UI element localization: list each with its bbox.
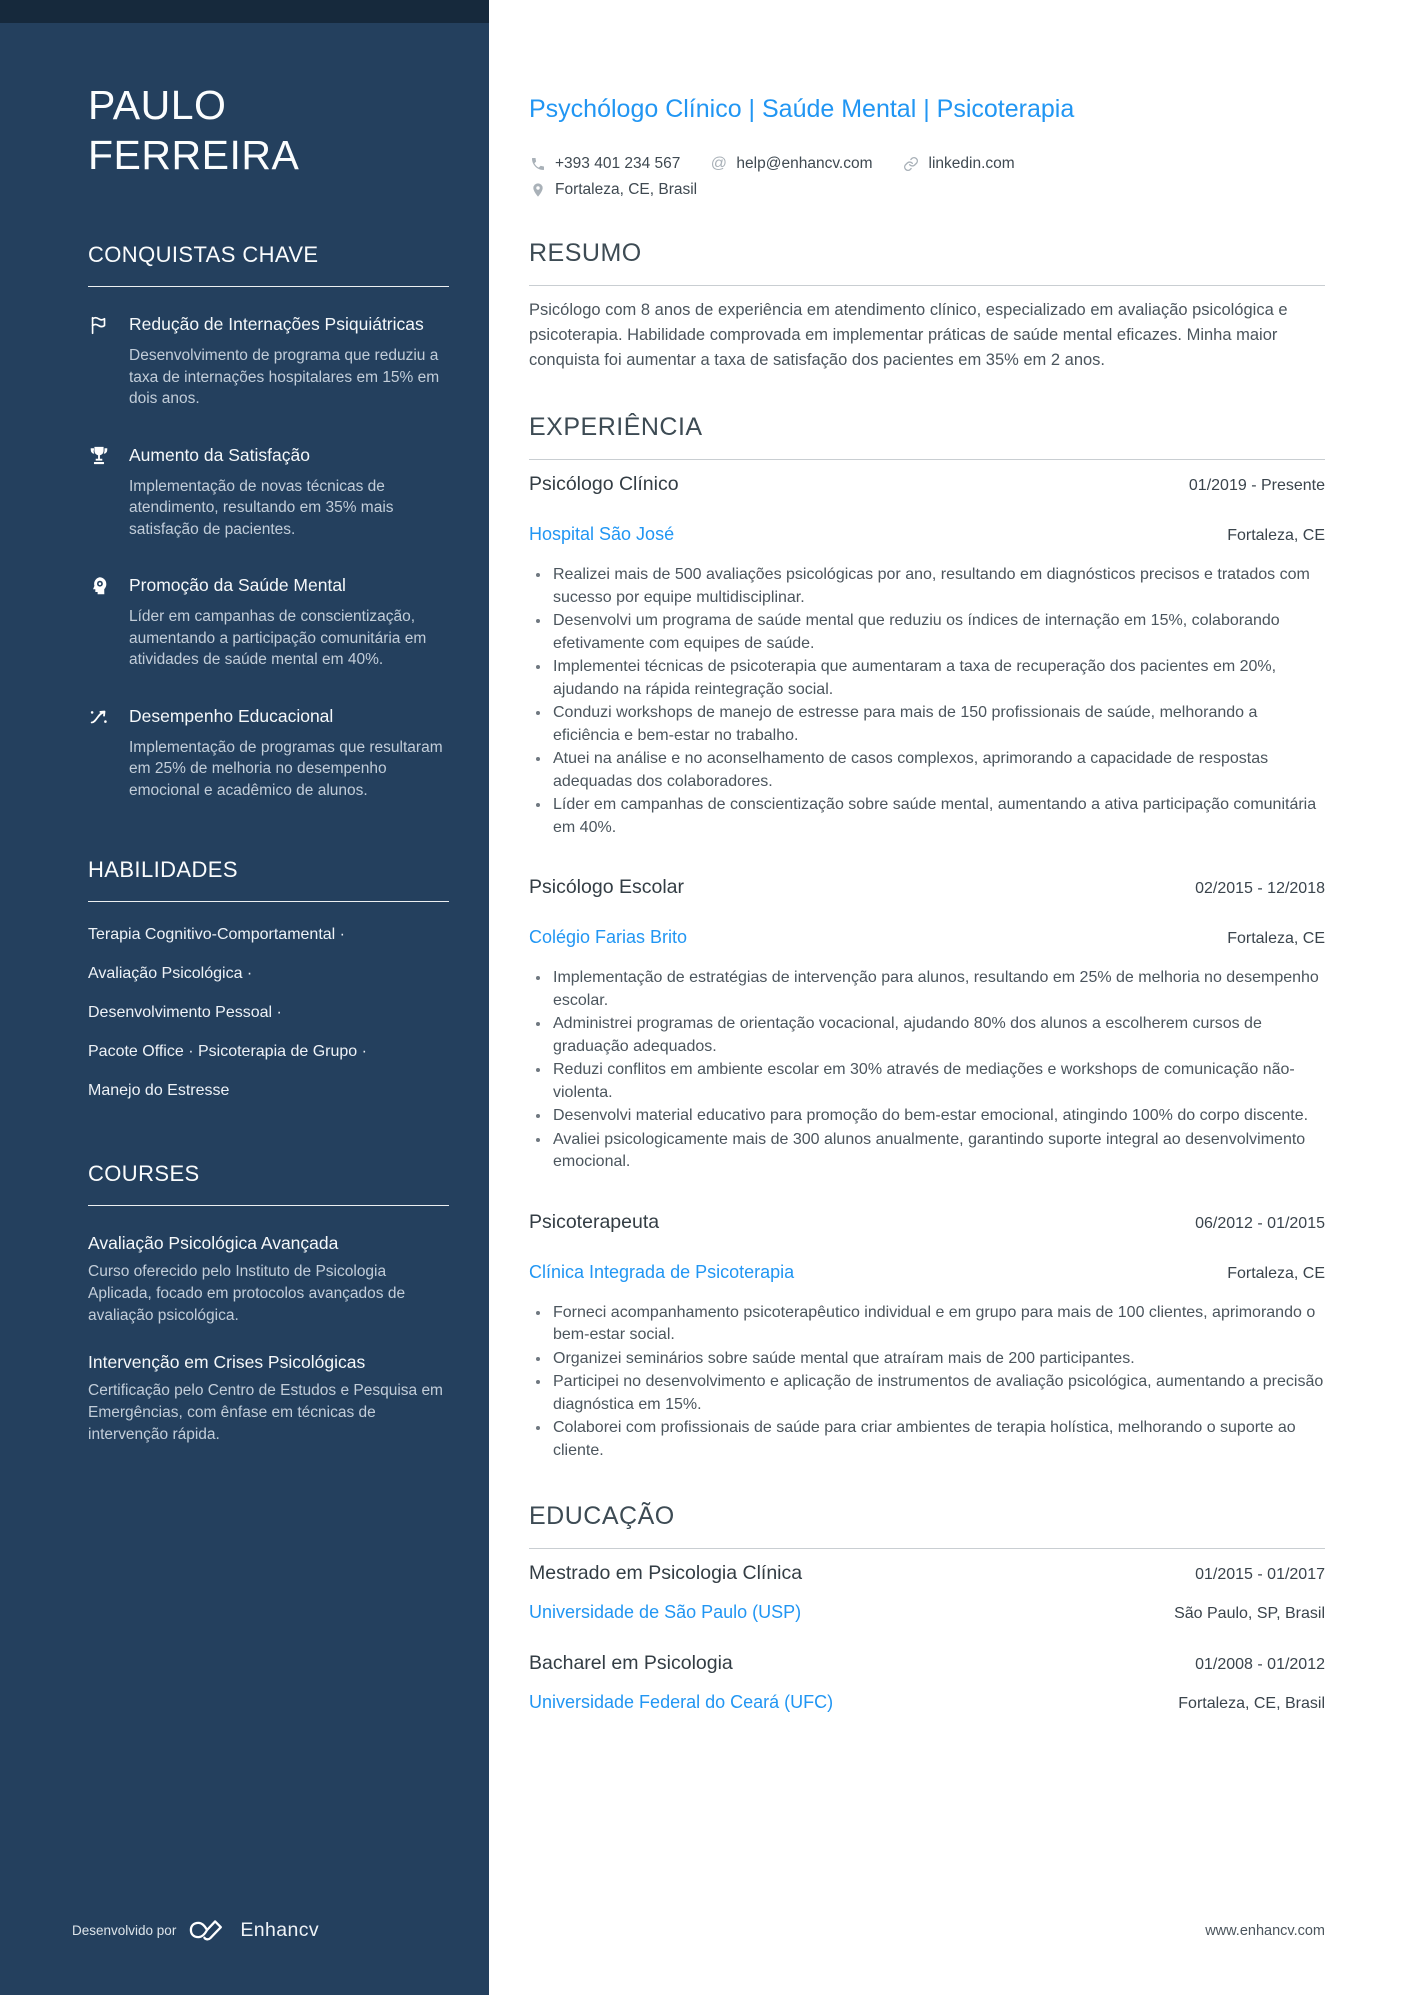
skill-item: Desenvolvimento Pessoal · [88, 1004, 282, 1021]
school-location: São Paulo, SP, Brasil [1174, 1605, 1325, 1622]
course-description: Certificação pelo Centro de Estudos e Pesquisa em Emergências, com ênfase em técnicas de intervenção rápida. [88, 1382, 443, 1443]
phone-number: +393 401 234 567 [555, 155, 681, 172]
job-bullet: • Organizei seminários sobre saúde mental que atraíram mais de 200 participantes. [551, 1347, 1325, 1371]
section-divider [88, 901, 449, 902]
achievement-title: Promoção da Saúde Mental [129, 575, 346, 595]
achievement-item [88, 703, 449, 802]
email-contact[interactable] [710, 155, 872, 173]
skill-item: Pacote Office · Psicoterapia de Grupo · [88, 1043, 367, 1060]
job-bullet-list [529, 966, 1325, 1174]
summary-text: Psicólogo com 8 anos de experiência em atendimento clínico, especializado em avaliação psicológica e psicoterapia. Habilidade comprovada em implementar práticas de saúde mental eficazes. Minha maior conquista foi aumentar a taxa de satisfação dos pacientes em 35% em 2 anos. [529, 301, 1288, 369]
trophy-icon [88, 442, 112, 541]
job-role: Psicoterapeuta [529, 1210, 660, 1233]
enhancv-brand-name: Enhancv [240, 1918, 319, 1941]
achievement-item [88, 311, 449, 410]
school-location: Fortaleza, CE, Brasil [1178, 1695, 1325, 1712]
job-location: Fortaleza, CE [1227, 1264, 1325, 1282]
job-dates: 01/2019 - Presente [1188, 477, 1325, 494]
email-address[interactable]: help@enhancv.com [736, 155, 873, 172]
experience-entry [529, 472, 1325, 839]
achievement-description: Implementação de novas técnicas de atendimento, resultando em 35% mais satisfação de pacientes. [129, 477, 394, 538]
powered-by-footer [72, 1917, 319, 1943]
courses-section-title: COURSES [88, 1161, 200, 1186]
job-role: Psicólogo Clínico [529, 473, 679, 495]
powered-by-label: Desenvolvido por [72, 1922, 177, 1938]
achievement-title: Aumento da Satisfação [129, 444, 310, 465]
education-section [529, 1501, 1325, 1714]
job-bullet: • Desenvolvi um programa de saúde mental que reduziu os índices de internação em 15%, colaborando efetivamente com equipes de saúde. [551, 609, 1325, 655]
headline: Psychólogo Clínico | Saúde Mental | Psicoterapia [529, 95, 1075, 123]
course-title: Intervenção em Crises Psicológicas [88, 1352, 366, 1372]
mind-icon [88, 572, 112, 671]
job-bullet: • Avaliei psicologicamente mais de 300 alunos anualmente, garantindo suporte integral ao desenvolvimento emocional. [551, 1128, 1325, 1174]
skill-item: Avaliação Psicológica · [88, 965, 253, 982]
school-name[interactable]: Universidade de São Paulo (USP) [529, 1602, 802, 1622]
linkedin-url[interactable]: linkedin.com [928, 155, 1015, 172]
job-bullet: • Participei no desenvolvimento e aplicação de instrumentos de avaliação psicológica, aumentando a precisão diagnóstica em 15%. [551, 1370, 1325, 1416]
degree-title: Mestrado em Psicologia Clínica [529, 1562, 803, 1584]
job-bullet-list [529, 1301, 1325, 1463]
at-icon: @ [710, 155, 728, 172]
section-divider [529, 285, 1325, 286]
degree-dates: 01/2008 - 01/2012 [1195, 1656, 1325, 1673]
job-bullet: • Líder em campanhas de conscientização sobre saúde mental, aumentando a ativa participação comunitária em 40%. [551, 793, 1325, 839]
job-company[interactable]: Clínica Integrada de Psicoterapia [529, 1261, 795, 1282]
job-dates: 02/2015 - 12/2018 [1195, 880, 1325, 897]
job-bullet: • Implementei técnicas de psicoterapia que aumentaram a taxa de recuperação dos pacientes em 20%, ajudando na rápida reintegração social. [551, 655, 1325, 701]
enhancv-logo-icon [189, 1917, 227, 1943]
job-role: Psicólogo Escolar [529, 876, 684, 898]
section-divider [529, 459, 1325, 460]
experience-section [529, 412, 1325, 1462]
job-bullet: • Conduzi workshops de manejo de estresse para mais de 150 profissionais de saúde, melhorando a eficiência e bem-estar no trabalho. [551, 701, 1325, 747]
education-entry [529, 1561, 1325, 1624]
link-icon [903, 156, 920, 173]
achievement-description: Implementação de programas que resultaram em 25% de melhoria no desempenho emocional e acadêmico de alunos. [129, 738, 443, 799]
phone-contact [529, 155, 680, 173]
courses-section [88, 1161, 449, 1446]
main-column [529, 0, 1325, 1741]
section-divider [88, 1205, 449, 1206]
degree-title: Bacharel em Psicologia [529, 1652, 733, 1674]
location-pin-icon [529, 182, 546, 199]
achievement-description: Desenvolvimento de programa que reduziu a taxa de internações hospitalares em 15% em dois anos. [129, 347, 440, 407]
school-name[interactable]: Universidade Federal do Ceará (UFC) [529, 1692, 834, 1712]
job-bullet: • Reduzi conflitos em ambiente escolar em 30% através de mediações e workshops de comunicação não-violenta. [551, 1058, 1325, 1104]
location-contact [529, 181, 697, 199]
job-bullet: • Implementação de estratégias de intervenção para alunos, resultando em 25% de melhoria no desempenho escolar. [551, 966, 1325, 1012]
sidebar [0, 0, 489, 1995]
job-bullet-list [529, 563, 1325, 839]
achievement-title: Desempenho Educacional [129, 705, 334, 726]
job-bullet: • Colaborei com profissionais de saúde para criar ambientes de terapia holística, melhorando o suporte ao cliente. [551, 1416, 1325, 1462]
key-achievements-section [88, 242, 449, 801]
section-divider [88, 286, 449, 287]
job-bullet: • Administrei programas de orientação vocacional, ajudando 80% dos alunos a escolherem cursos de graduação adequados. [551, 1012, 1325, 1058]
course-title: Avaliação Psicológica Avançada [88, 1233, 339, 1253]
website-url[interactable]: www.enhancv.com [1205, 1923, 1325, 1939]
skills-section-title: HABILIDADES [88, 857, 238, 882]
achievement-description: Líder em campanhas de conscientização, aumentando a participação comunitária em atividades de saúde mental em 40%. [129, 608, 427, 668]
experience-entry [529, 1210, 1325, 1463]
summary-section [529, 238, 1325, 373]
job-company[interactable]: Hospital São José [529, 524, 675, 544]
achievement-item [88, 572, 449, 671]
shuffle-icon [88, 703, 112, 802]
section-divider [529, 1548, 1325, 1549]
skill-item: Terapia Cognitivo-Comportamental · [88, 926, 345, 943]
education-entry [529, 1651, 1325, 1714]
sidebar-top-accent-bar [0, 0, 489, 23]
course-item [88, 1349, 449, 1446]
flag-icon [88, 311, 112, 410]
job-bullet: • Atuei na análise e no aconselhamento de casos complexos, aprimorando a capacidade de respostas adequadas dos colaboradores. [551, 747, 1325, 793]
experience-section-title: EXPERIÊNCIA [529, 413, 703, 441]
job-bullet: • Desenvolvi material educativo para promoção do bem-estar emocional, atingindo 100% do corpo discente. [551, 1104, 1325, 1128]
job-location: Fortaleza, CE [1227, 930, 1325, 947]
education-section-title: EDUCAÇÃO [529, 1502, 675, 1530]
achievements-section-title: CONQUISTAS CHAVE [88, 242, 319, 267]
person-name: PAULO FERREIRA [88, 82, 300, 178]
skill-item: Manejo do Estresse [88, 1082, 230, 1099]
course-description: Curso oferecido pelo Instituto de Psicologia Aplicada, focado em protocolos avançados de avaliação psicológica. [88, 1263, 406, 1324]
course-item [88, 1230, 449, 1327]
skills-section [88, 857, 449, 1099]
job-location: Fortaleza, CE [1227, 527, 1325, 544]
summary-section-title: RESUMO [529, 239, 642, 267]
experience-entry [529, 875, 1325, 1174]
achievement-title: Redução de Internações Psiquiátricas [129, 314, 424, 334]
achievement-item [88, 442, 449, 541]
job-bullet: • Forneci acompanhamento psicoterapêutico individual e em grupo para mais de 100 clientes, aprimorando o bem-estar social. [551, 1301, 1325, 1347]
job-bullet: • Realizei mais de 500 avaliações psicológicas por ano, resultando em diagnósticos precisos e tratados com sucesso por equipe multidisciplinar. [551, 563, 1325, 609]
job-dates: 06/2012 - 01/2015 [1195, 1214, 1325, 1232]
degree-dates: 01/2015 - 01/2017 [1195, 1566, 1325, 1583]
phone-icon [529, 156, 546, 173]
job-company[interactable]: Colégio Farias Brito [529, 927, 688, 947]
linkedin-contact[interactable] [903, 155, 1015, 173]
contact-info [529, 155, 1325, 199]
location-text: Fortaleza, CE, Brasil [555, 181, 698, 198]
